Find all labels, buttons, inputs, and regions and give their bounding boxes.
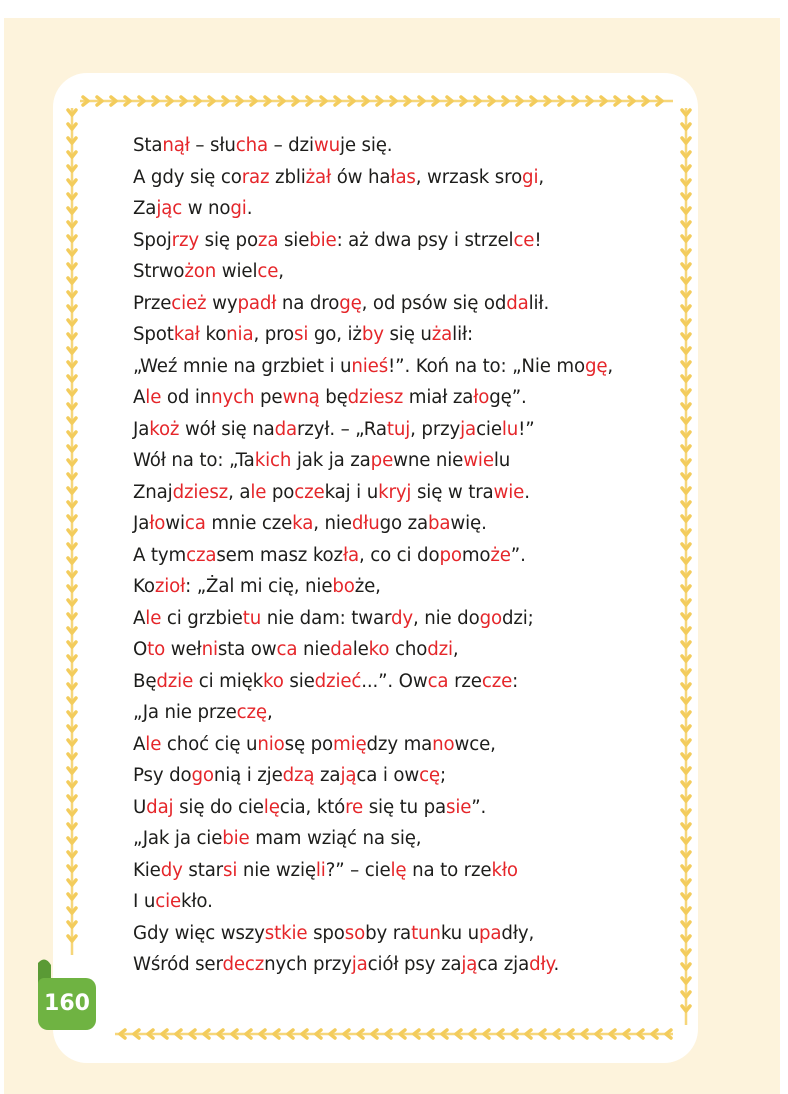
highlighted-syllable: żał — [305, 166, 332, 188]
highlighted-syllable: dzą — [282, 765, 315, 786]
highlighted-syllable: cie — [155, 891, 182, 912]
poem-line — [133, 855, 673, 887]
highlighted-syllable: ją — [461, 954, 478, 975]
text-segment: rze — [448, 670, 482, 692]
poem-line — [133, 225, 673, 257]
text-segment: wne nie — [393, 450, 464, 471]
highlighted-syllable: żon — [184, 261, 217, 282]
highlighted-syllable: dziesz — [172, 481, 229, 503]
highlighted-syllable: gi — [230, 198, 247, 219]
poem-line — [133, 949, 673, 981]
text-segment: , wrzask sro — [415, 166, 523, 188]
text-segment: A — [133, 387, 146, 408]
text-segment: kaj i u — [324, 481, 379, 503]
text-segment: je się. — [339, 135, 393, 156]
highlighted-syllable: cza — [186, 544, 217, 566]
highlighted-syllable: bie — [222, 828, 250, 849]
text-segment: – słu — [189, 135, 236, 156]
highlighted-syllable: mię — [333, 733, 367, 755]
poem-line — [133, 414, 673, 446]
highlighted-syllable: dziesz — [347, 387, 404, 408]
text-segment: , — [607, 355, 614, 377]
text-segment: Psy do — [133, 765, 192, 786]
highlighted-syllable: so — [344, 922, 366, 944]
text-segment: go, iż — [308, 324, 362, 345]
text-segment: Sta — [133, 135, 163, 156]
text-segment: się do cie — [173, 796, 264, 818]
highlighted-syllable: nieś — [351, 355, 389, 377]
poem-line — [133, 792, 673, 824]
highlighted-syllable: nia — [226, 324, 254, 345]
poem-line — [133, 193, 673, 225]
page-number: 160 — [38, 978, 96, 1030]
poem-line — [133, 603, 673, 635]
text-segment: cho — [389, 639, 428, 660]
text-segment: , — [538, 166, 544, 188]
highlighted-syllable: go — [191, 765, 214, 786]
text-segment: ?” – cie — [325, 859, 391, 881]
text-segment: ci mięk — [193, 670, 264, 692]
text-segment: sie — [283, 670, 315, 692]
highlighted-syllable: dy — [160, 859, 183, 881]
highlighted-syllable: wną — [282, 387, 320, 408]
text-segment: dły, — [501, 922, 535, 944]
text-segment: się u — [383, 324, 432, 345]
poem-line — [133, 634, 673, 666]
highlighted-syllable: cę — [419, 765, 440, 786]
text-segment: lu — [493, 450, 511, 471]
highlighted-syllable: tun — [411, 922, 441, 944]
highlighted-syllable: rzy — [171, 229, 200, 251]
highlighted-syllable: raz — [241, 166, 270, 188]
text-segment: star — [182, 859, 224, 881]
text-segment: I u — [133, 891, 156, 912]
highlighted-syllable: cze — [481, 670, 513, 692]
text-segment: , od psów się od — [361, 292, 507, 314]
text-segment: ; — [439, 765, 446, 786]
text-segment: wię. — [450, 513, 487, 534]
highlighted-syllable: koż — [149, 418, 180, 440]
text-segment: mnie cze — [205, 513, 293, 534]
highlighted-syllable: kał — [173, 324, 200, 345]
text-segment: ca zja — [477, 954, 530, 975]
highlighted-syllable: tuj — [386, 418, 411, 440]
text-segment: , pro — [253, 324, 295, 345]
text-segment: , — [452, 639, 459, 660]
highlighted-syllable: no — [432, 733, 455, 755]
poem-line — [133, 351, 673, 383]
text-segment: ku u — [440, 922, 480, 944]
highlighted-syllable: lu — [501, 418, 519, 440]
text-segment: ko — [199, 324, 227, 345]
text-segment: Ko — [133, 576, 155, 597]
highlighted-syllable: wie — [493, 481, 525, 503]
highlighted-syllable: ka — [292, 513, 314, 534]
text-segment: ”. — [510, 544, 526, 566]
text-segment: ca i ow — [356, 765, 420, 786]
highlighted-syllable: łas — [390, 166, 416, 188]
text-segment: , a — [228, 481, 251, 503]
text-segment: cie — [476, 418, 502, 440]
highlighted-syllable: daj — [146, 796, 174, 818]
highlighted-syllable: za — [257, 229, 279, 251]
highlighted-syllable: ja — [351, 954, 368, 975]
highlighted-syllable: wu — [313, 135, 340, 156]
highlighted-syllable: dzi — [427, 639, 453, 660]
text-segment: nie — [297, 639, 331, 660]
poem-line — [133, 540, 673, 572]
highlighted-syllable: po — [439, 544, 462, 566]
text-segment: ”. — [471, 796, 487, 818]
highlighted-syllable: da — [330, 639, 353, 660]
highlighted-syllable: le — [145, 733, 162, 755]
text-segment: Gdy więc wszy — [133, 922, 265, 944]
highlighted-syllable: czę — [236, 702, 267, 723]
highlighted-syllable: kryj — [378, 481, 412, 503]
text-segment: dzi; — [501, 607, 534, 629]
highlighted-syllable: dły — [529, 954, 554, 975]
text-segment: „Ja nie prze — [133, 702, 237, 723]
text-segment: Wśród ser — [133, 954, 223, 975]
poem-line — [133, 666, 673, 698]
text-segment: , — [278, 261, 284, 282]
text-segment: gę”. — [489, 387, 527, 408]
highlighted-syllable: lę — [263, 796, 280, 818]
highlighted-syllable: lę — [390, 859, 407, 881]
highlighted-syllable: zioł — [154, 576, 186, 597]
highlighted-syllable: nął — [162, 135, 190, 156]
text-segment: go za — [379, 513, 429, 534]
highlighted-syllable: bo — [332, 576, 355, 597]
highlighted-syllable: nio — [257, 733, 285, 755]
poem-text — [133, 130, 673, 981]
text-segment: się po — [199, 229, 258, 251]
text-segment: spo — [307, 922, 345, 944]
text-segment: sie — [278, 229, 310, 251]
poem-line — [133, 162, 673, 194]
highlighted-syllable: decz — [222, 954, 265, 975]
highlighted-syllable: dzieć — [314, 670, 362, 692]
poem-line — [133, 508, 673, 540]
highlighted-syllable: dłu — [351, 513, 380, 534]
text-segment: Za — [133, 198, 157, 219]
text-segment: Spot — [133, 324, 174, 345]
text-segment: weł — [165, 639, 202, 660]
text-segment: A — [133, 733, 146, 755]
poem-line — [133, 697, 673, 729]
text-segment: zbli — [269, 166, 306, 188]
highlighted-syllable: jąc — [156, 198, 183, 219]
highlighted-syllable: ca — [276, 639, 298, 660]
text-segment: kło. — [181, 891, 213, 912]
highlighted-syllable: re — [345, 796, 364, 818]
text-segment: lił. — [528, 292, 550, 314]
poem-line — [133, 288, 673, 320]
text-segment: . — [524, 481, 530, 503]
text-segment: by ra — [365, 922, 412, 944]
highlighted-syllable: ją — [340, 765, 357, 786]
highlighted-syllable: ła — [342, 544, 359, 566]
text-segment: się w tra — [411, 481, 494, 503]
highlighted-syllable: padł — [237, 292, 277, 314]
text-segment: miał za — [403, 387, 474, 408]
highlighted-syllable: by — [361, 324, 384, 345]
text-segment: choć cię u — [161, 733, 258, 755]
text-segment: Bę — [133, 670, 157, 692]
text-segment: ów ha — [331, 166, 391, 188]
text-segment: na to rze — [406, 859, 492, 881]
highlighted-syllable: gę — [584, 355, 608, 377]
highlighted-syllable: ża — [431, 324, 453, 345]
text-segment: !”. Koń na to: „Nie mo — [388, 355, 585, 377]
highlighted-syllable: ce — [257, 261, 279, 282]
highlighted-syllable: dzie — [156, 670, 194, 692]
poem-line — [133, 760, 673, 792]
text-segment: rzył. – „Ra — [296, 418, 387, 440]
highlighted-syllable: ko — [263, 670, 284, 692]
text-segment: że, — [354, 576, 381, 597]
text-segment: Kie — [133, 859, 161, 881]
highlighted-syllable: ce — [513, 229, 535, 251]
highlighted-syllable: cież — [171, 292, 207, 314]
poem-line — [133, 477, 673, 509]
text-segment: pe — [254, 387, 283, 408]
text-segment: , nie do — [412, 607, 480, 629]
text-segment: lił: — [452, 324, 473, 345]
text-segment: mam wziąć na się, — [249, 828, 422, 849]
text-segment: Strwo — [133, 261, 185, 282]
highlighted-syllable: le — [250, 481, 267, 503]
text-segment: od in — [161, 387, 212, 408]
highlighted-syllable: pe — [370, 450, 394, 471]
text-segment: Ja — [133, 513, 150, 534]
highlighted-syllable: wie — [463, 450, 494, 471]
highlighted-syllable: ca — [184, 513, 206, 534]
highlighted-syllable: ba — [428, 513, 451, 534]
text-segment: dzy ma — [366, 733, 433, 755]
highlighted-syllable: le — [145, 607, 162, 629]
text-segment: wce, — [454, 733, 496, 755]
highlighted-syllable: si — [294, 324, 309, 345]
text-segment: !” — [518, 418, 535, 440]
highlighted-syllable: ni — [201, 639, 218, 660]
poem-line — [133, 918, 673, 950]
text-segment: sę po — [284, 733, 334, 755]
text-segment: , co ci do — [358, 544, 440, 566]
text-segment: się tu pa — [363, 796, 446, 818]
text-segment: Znaj — [133, 481, 173, 503]
text-segment: . — [246, 198, 253, 219]
text-segment: ! — [534, 229, 542, 251]
text-segment: Wół na to: „Ta — [133, 450, 255, 471]
text-segment: nych przy — [264, 954, 352, 975]
highlighted-syllable: sie — [446, 796, 472, 818]
poem-line — [133, 886, 673, 918]
text-segment: mo — [461, 544, 491, 566]
text-segment: nie dam: twar — [261, 607, 391, 629]
text-segment: A gdy się co — [133, 166, 242, 188]
text-segment: A tym — [133, 544, 187, 566]
text-segment: Prze — [133, 292, 172, 314]
poem-line — [133, 445, 673, 477]
poem-line — [133, 382, 673, 414]
text-segment: sta ow — [217, 639, 277, 660]
text-segment: wy — [206, 292, 238, 314]
highlighted-syllable: da — [274, 418, 297, 440]
text-segment: Ja — [133, 418, 150, 440]
text-segment: – dzi — [267, 135, 314, 156]
text-segment: , — [266, 702, 273, 723]
text-segment: za — [314, 765, 341, 786]
text-segment: Spoj — [133, 229, 172, 251]
text-segment: : aż dwa psy i strzel — [336, 229, 514, 251]
poem-line — [133, 130, 673, 162]
highlighted-syllable: go — [479, 607, 502, 629]
highlighted-syllable: dy — [390, 607, 413, 629]
text-segment: nią i zje — [213, 765, 283, 786]
highlighted-syllable: ca — [427, 670, 449, 692]
text-segment: sem masz koz — [216, 544, 343, 566]
highlighted-syllable: to — [147, 639, 166, 660]
text-segment: , nie — [313, 513, 352, 534]
highlighted-syllable: ło — [473, 387, 490, 408]
highlighted-syllable: li — [315, 859, 326, 881]
highlighted-syllable: ko — [368, 639, 390, 660]
text-segment: bę — [319, 387, 348, 408]
text-segment: nie wzię — [237, 859, 316, 881]
text-segment: na dro — [276, 292, 340, 314]
text-segment: ci grzbie — [161, 607, 243, 629]
poem-line — [133, 319, 673, 351]
highlighted-syllable: cze — [294, 481, 325, 503]
text-segment: „Jak ja cie — [133, 828, 223, 849]
highlighted-syllable: da — [506, 292, 529, 314]
highlighted-syllable: nych — [211, 387, 255, 408]
text-segment: po — [266, 481, 295, 503]
text-segment: . — [553, 954, 560, 975]
poem-line — [133, 571, 673, 603]
text-segment: ...”. Ow — [361, 670, 428, 692]
text-segment: U — [133, 796, 147, 818]
poem-line — [133, 256, 673, 288]
text-segment: O — [133, 639, 148, 660]
text-segment: cia, któ — [279, 796, 346, 818]
text-segment: le — [352, 639, 369, 660]
text-segment: A — [133, 607, 146, 629]
text-segment: jak ja za — [291, 450, 371, 471]
highlighted-syllable: że — [490, 544, 511, 566]
highlighted-syllable: bie — [309, 229, 337, 251]
highlighted-syllable: tu — [242, 607, 262, 629]
highlighted-syllable: si — [223, 859, 238, 881]
text-segment: wiel — [216, 261, 258, 282]
text-segment: wi — [165, 513, 185, 534]
highlighted-syllable: ło — [149, 513, 166, 534]
highlighted-syllable: stkie — [264, 922, 308, 944]
highlighted-syllable: cha — [235, 135, 268, 156]
poem-line — [133, 729, 673, 761]
highlighted-syllable: kich — [254, 450, 292, 471]
highlighted-syllable: ja — [460, 418, 477, 440]
poem-line — [133, 823, 673, 855]
text-segment: ciół psy za — [367, 954, 462, 975]
highlighted-syllable: gi — [522, 166, 539, 188]
highlighted-syllable: le — [145, 387, 162, 408]
highlighted-syllable: pa — [479, 922, 502, 944]
text-segment: „Weź mnie na grzbiet i u — [133, 355, 352, 377]
highlighted-syllable: kło — [491, 859, 518, 881]
highlighted-syllable: gę — [339, 292, 362, 314]
text-segment: : — [512, 670, 519, 692]
text-segment: wół się na — [179, 418, 275, 440]
text-segment: , przy — [410, 418, 461, 440]
text-segment: : „Żal mi cię, nie — [185, 576, 333, 597]
text-segment: w no — [182, 198, 231, 219]
